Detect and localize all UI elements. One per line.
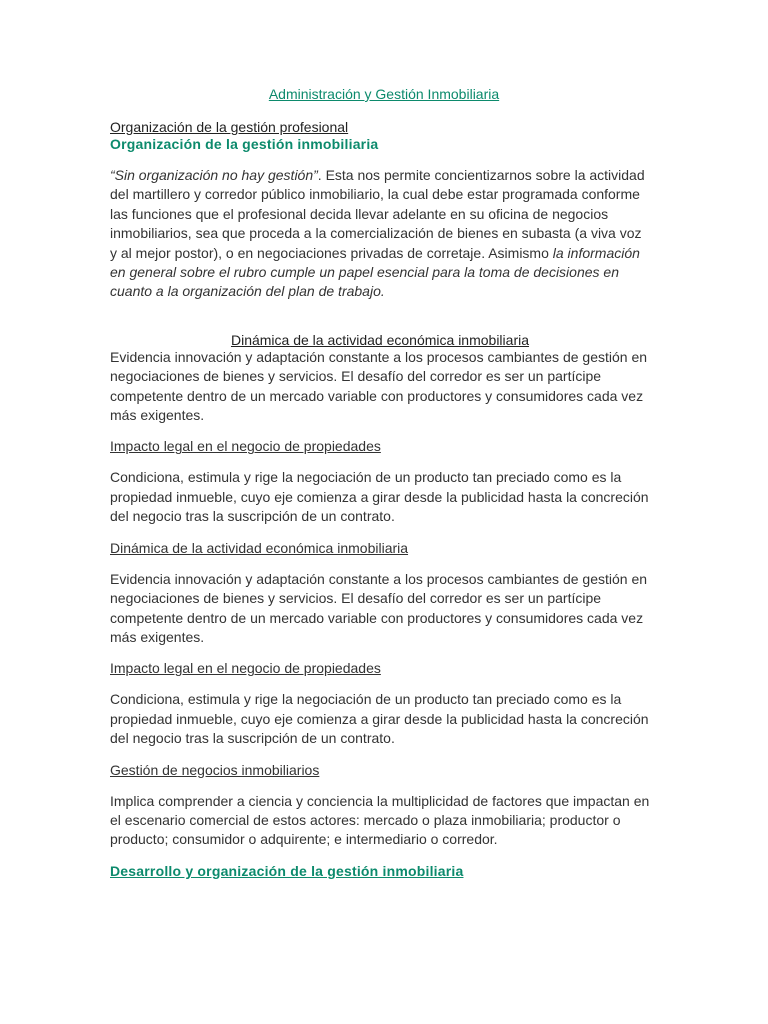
section-heading-dinamica: Dinámica de la actividad económica inmobiliaria	[230, 331, 530, 348]
section-heading-impacto-repeat: Impacto legal en el negocio de propiedades	[110, 660, 381, 677]
section-heading-organizacion-profesional: Organización de la gestión profesional	[110, 119, 349, 135]
document-title[interactable]: Administración y Gestión Inmobiliaria	[268, 86, 500, 102]
section-body-impacto: Condiciona, estimula y rige la negociación de un producto tan preciado como es la propiedad inmueble, cuyo eje comienza a girar desde la publicidad hasta la concreción del negocio tras la suscripción de un contrato.	[110, 469, 649, 525]
section-impacto-1	[110, 437, 650, 526]
section-body-impacto-repeat: Condiciona, estimula y rige la negociación de un producto tan preciado como es la propiedad inmueble, cuyo eje comienza a girar desde la publicidad hasta la concreción del negocio tras la suscripción de un contrato.	[110, 691, 649, 747]
body-text: . Esta nos permite concientizarnos sobre la actividad del martillero y corredor público inmobiliario, la cual debe estar programada conforme las funciones que el profesional decida llevar adelante en su oficina de negocios inmobiliarios, sea que proceda a la comercialización de bienes en subasta (a viva voz y al mejor postor), o en negociaciones privadas de corretaje. Asimismo	[110, 167, 645, 261]
section-heading-dinamica-repeat: Dinámica de la actividad económica inmobiliaria	[110, 539, 409, 556]
italic-text: la información en general sobre el rubro cumple un papel esencial para la toma de decisiones en cuanto a la organización del plan de trabajo.	[110, 244, 640, 300]
section-gestion-negocios	[110, 761, 650, 850]
desarrollo-organizacion-link[interactable]: Desarrollo y organización de la gestión inmobiliaria	[110, 862, 464, 879]
section-organizacion	[110, 119, 650, 302]
section-heading-gestion-negocios: Gestión de negocios inmobiliarios	[110, 761, 320, 778]
section-body-organizacion	[110, 166, 650, 302]
section-subheading-organizacion-inmobiliaria: Organización de la gestión inmobiliaria	[110, 136, 379, 152]
section-dinamica-2	[110, 539, 650, 648]
section-impacto-2	[110, 659, 650, 748]
section-body-gestion-negocios: Implica comprender a ciencia y conciencia la multiplicidad de factores que impactan en el escenario comercial de estos actores: mercado o plaza inmobiliaria; productor o producto; consumidor o adquirente; e intermediario o corredor.	[110, 792, 650, 848]
section-body-dinamica: Evidencia innovación y adaptación constante a los procesos cambiantes de gestión en negociaciones de bienes y servicios. El desafío del corredor es ser un partícipe competente dentro de un mercado variable con productores y consumidores cada vez más exigentes.	[110, 348, 648, 424]
section-dinamica-1	[110, 332, 650, 426]
section-body-dinamica-repeat: Evidencia innovación y adaptación constante a los procesos cambiantes de gestión en negociaciones de bienes y servicios. El desafío del corredor es ser un partícipe competente dentro de un mercado variable con productores y consumidores cada vez más exigentes.	[110, 570, 648, 645]
section-heading-impacto: Impacto legal en el negocio de propiedades	[110, 438, 381, 455]
document-page	[110, 84, 650, 881]
quote-text: “Sin organización no hay gestión”	[110, 167, 318, 183]
